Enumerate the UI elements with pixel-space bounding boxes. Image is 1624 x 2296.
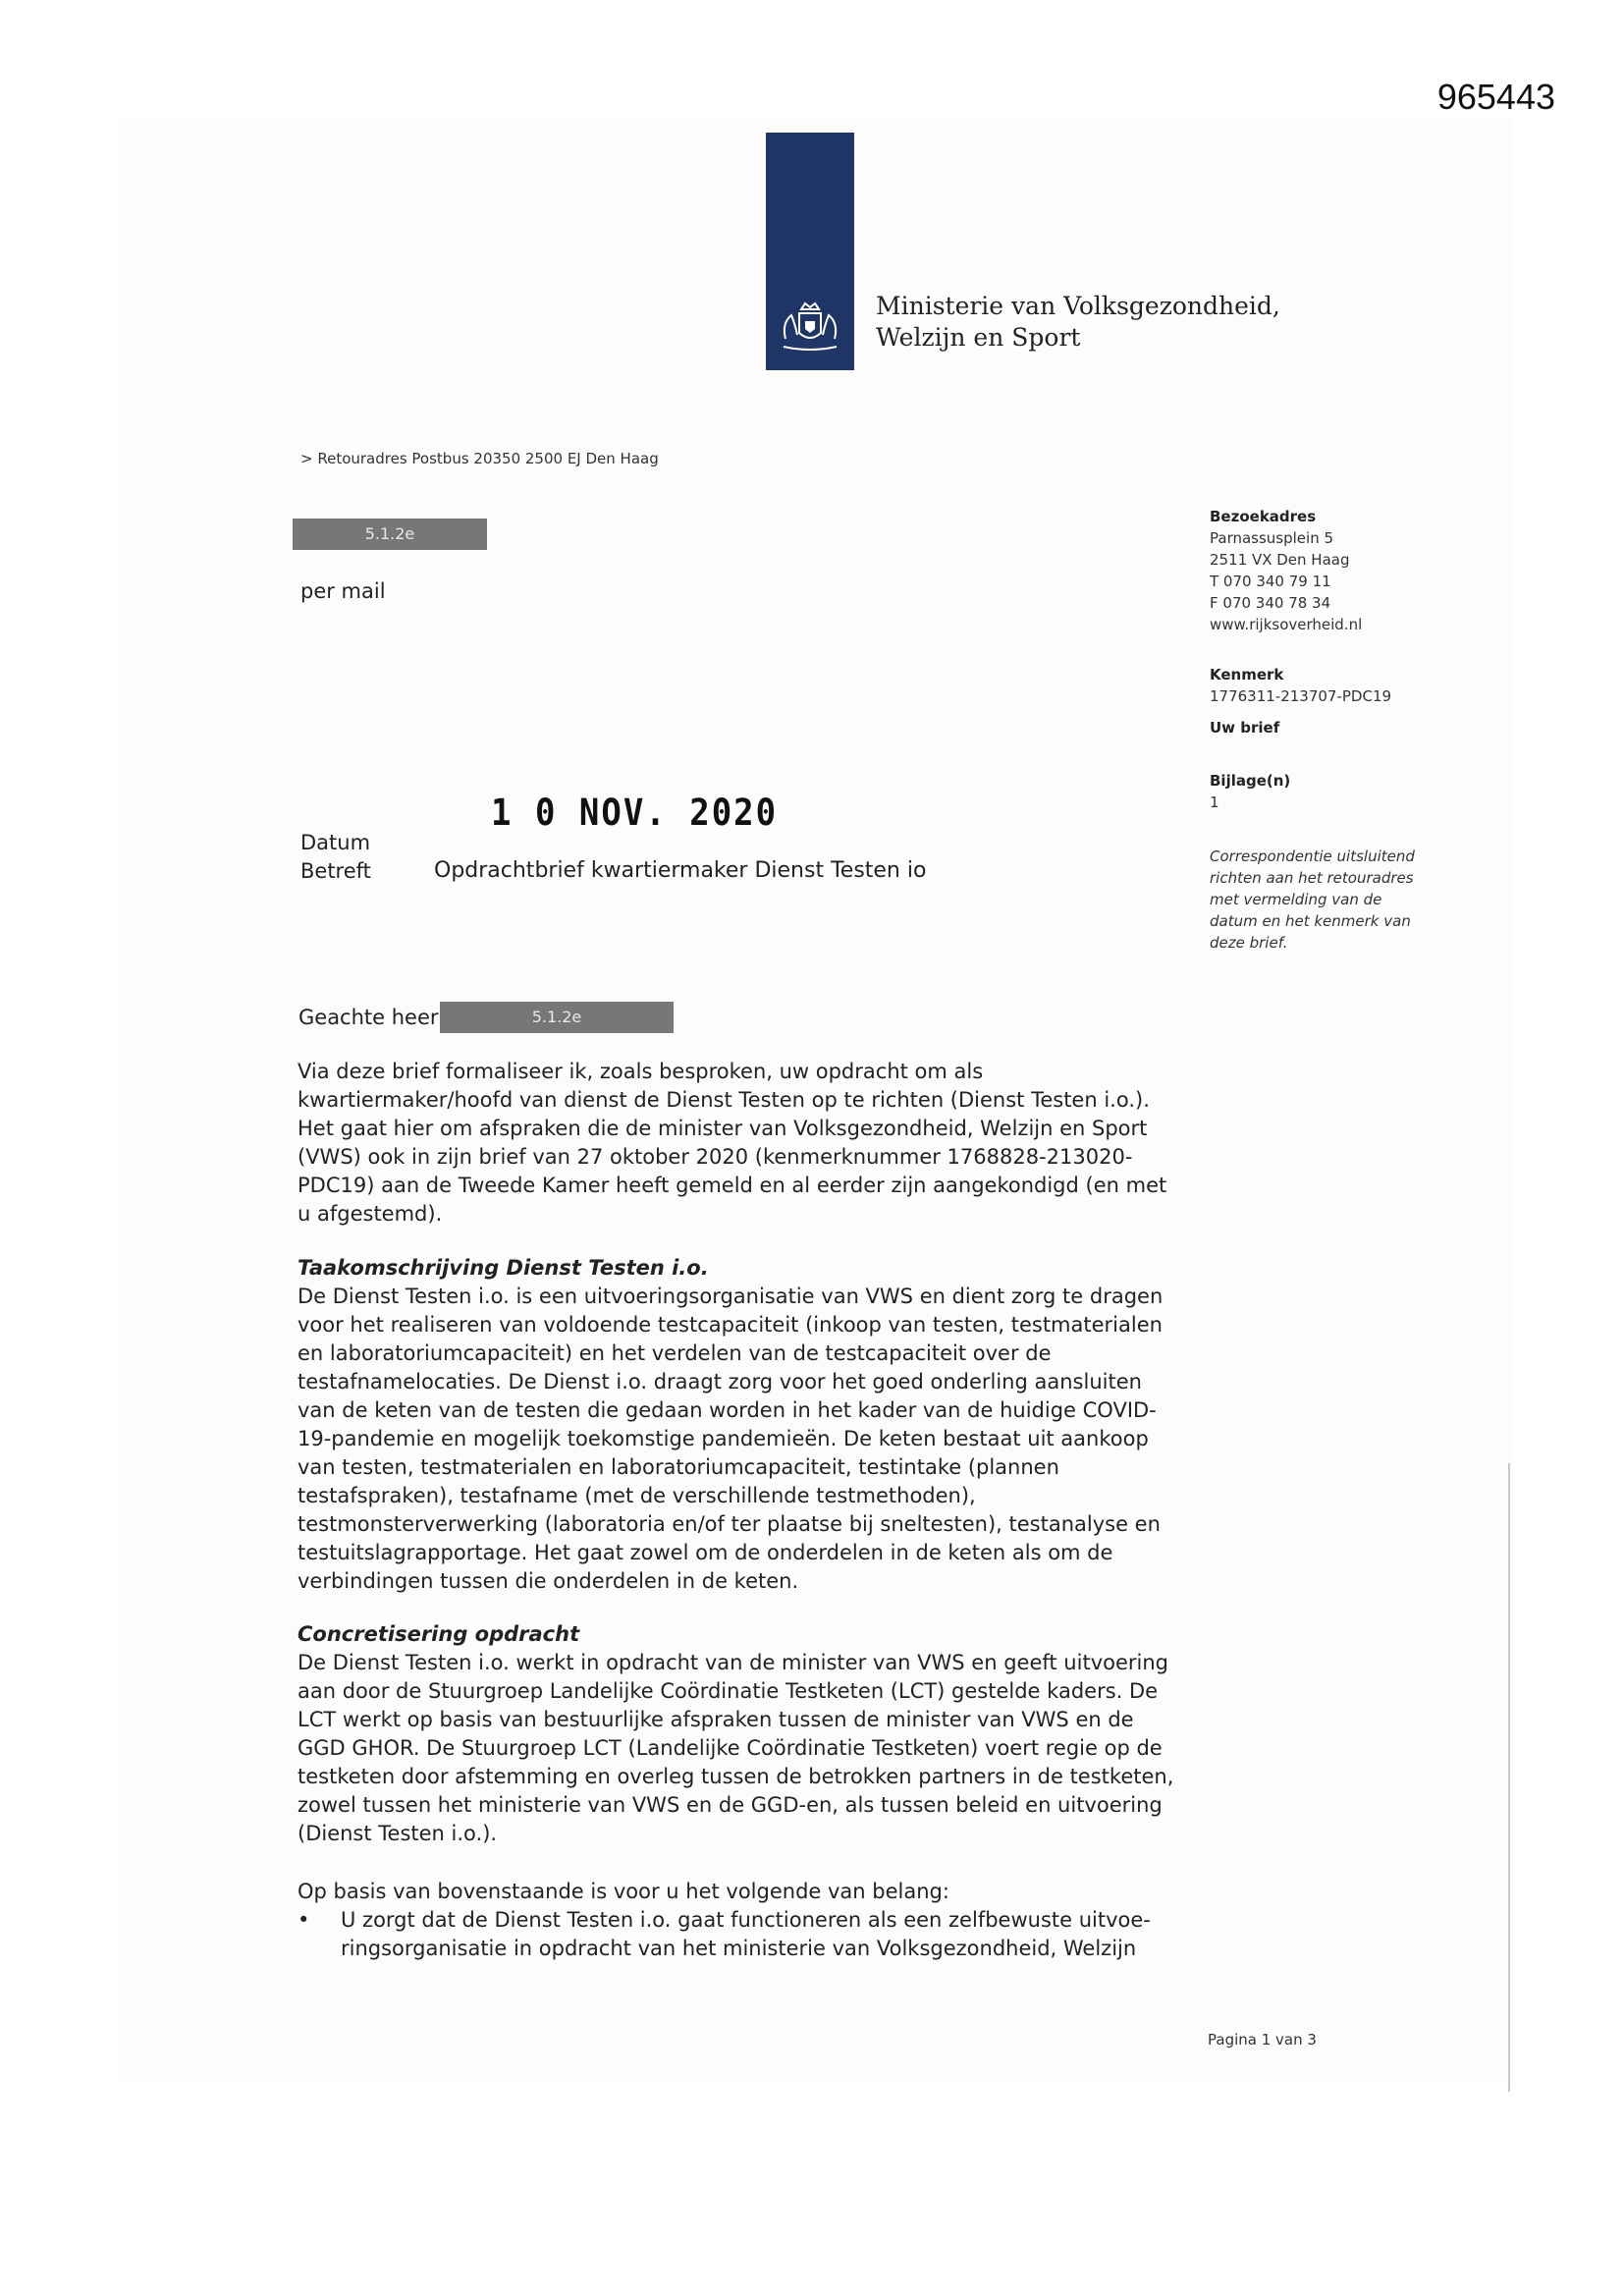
section-heading: Taakomschrijving Dienst Testen i.o. xyxy=(298,1256,709,1280)
visit-address-heading: Bezoekadres xyxy=(1210,508,1317,525)
ministry-name xyxy=(876,291,1280,354)
attachments-value: 1 xyxy=(1210,793,1219,811)
reference-value: 1776311-213707-PDC19 xyxy=(1210,687,1392,705)
note-line: deze brief. xyxy=(1210,934,1288,952)
royal-coat-of-arms-icon xyxy=(778,300,842,356)
visit-line: 2511 VX Den Haag xyxy=(1210,551,1350,569)
visit-line: F 070 340 78 34 xyxy=(1210,594,1331,612)
page-number: Pagina 1 van 3 xyxy=(1208,2031,1317,2049)
subject-label: Betreft xyxy=(300,859,371,883)
salutation-redaction: 5.1.2e xyxy=(440,1002,674,1033)
recipient-redaction: 5.1.2e xyxy=(293,519,487,550)
correspondence-note xyxy=(1210,846,1415,954)
attachments-block xyxy=(1210,770,1290,813)
date-label: Datum xyxy=(300,831,371,854)
your-letter-heading: Uw brief xyxy=(1210,719,1280,737)
note-line: Correspondentie uitsluitend xyxy=(1210,847,1415,865)
section-heading: Concretisering opdracht xyxy=(298,1622,580,1646)
your-letter-block xyxy=(1210,717,1279,738)
return-address: > Retouradres Postbus 20350 2500 EJ Den Haag xyxy=(300,450,659,467)
intro-text: Via deze brief formaliseer ik, zoals besproken, uw opdracht om als kwartiermaker/hoofd van dienst de Dienst Testen op te richten (Dienst Testen i.o.). Het gaat hier om afspraken die de minister van Volksgezondheid, Welzijn en Sport (VWS) ook in zijn brief van 27 oktober 2020 (kenmerknummer 1768828-213020-PDC19) aan de Tweede Kamer heeft gemeld en al eerder zijn aangekondigd (en met u afgestemd). xyxy=(298,1060,1167,1226)
section-text: De Dienst Testen i.o. werkt in opdracht van de minister van VWS en geeft uitvoering aan door de Stuurgroep Landelijke Coördinatie Testketen (LCT) gestelde kaders. De LCT werkt op basis van bestuurlijke afspraken tussen de minister van VWS en de GGD GHOR. De Stuurgroep LCT (Landelijke Coördinatie Testketen) voert regie op de testketen door afstemming en overleg tussen de betrokken partners in de testketen, zowel tussen het ministerie van VWS en de GGD-en, als tussen beleid en uitvoering (Dienst Testen i.o.). xyxy=(298,1651,1174,1845)
date-stamp: 1 0 NOV. 2020 xyxy=(491,792,779,835)
reference-heading: Kenmerk xyxy=(1210,666,1284,683)
basis-text: Op basis van bovenstaande is voor u het volgende van belang: xyxy=(298,1880,949,1903)
basis-section xyxy=(298,1878,1181,1963)
salutation: Geachte heer xyxy=(298,1006,439,1029)
document-number: 965443 xyxy=(1436,77,1555,117)
ministry-name-line1: Ministerie van Volksgezondheid, xyxy=(876,292,1280,320)
assignment-section xyxy=(298,1620,1181,1848)
note-line: richten aan het retouradres xyxy=(1210,869,1414,887)
ministry-name-line2: Welzijn en Sport xyxy=(876,323,1081,352)
visit-line: Parnassusplein 5 xyxy=(1210,529,1334,547)
note-line: met vermelding van de xyxy=(1210,891,1382,908)
visit-address-block xyxy=(1210,506,1362,635)
scan-edge-line xyxy=(1508,1463,1510,2092)
task-description-section xyxy=(298,1254,1181,1596)
attachments-heading: Bijlage(n) xyxy=(1210,772,1291,790)
note-line: datum en het kenmerk van xyxy=(1210,912,1411,930)
section-text: De Dienst Testen i.o. is een uitvoeringsorganisatie van VWS en dient zorg te dragen voor het realiseren van voldoende testcapaciteit (inkoop van testen, testmaterialen en laboratoriumcapaciteit) en het verdelen van de testcapaciteit over de testafnamelocaties. De Dienst i.o. draagt zorg voor het goed onderling aansluiten van de keten van de testen die gedaan worden in het kader van de huidige COVID-19-pandemie en mogelijk toekomstige pandemieën. De keten bestaat uit aankoop van testen, testmaterialen en laboratoriumcapaciteit, testintake (plannen testafspraken), testafname (met de verschillende testmethoden), testmonsterverwerking (laboratoria en/of ter plaatse bij sneltesten), testanalyse en testuitslagrapportage. Het gaat zowel om de onderdelen in de keten als om de verbindingen tussen die onderdelen in de keten. xyxy=(298,1285,1164,1593)
ministry-logo-bar xyxy=(766,133,854,370)
delivery-method: per mail xyxy=(300,579,386,603)
reference-block xyxy=(1210,664,1391,707)
bullet-item: • U zorgt dat de Dienst Testen i.o. gaat functioneren als een zelfbewuste uitvoe-ringsorganisatie in opdracht van het ministerie van Volksgezondheid, Welzijn xyxy=(298,1906,1181,1963)
intro-paragraph xyxy=(298,1058,1181,1229)
subject-value: Opdrachtbrief kwartiermaker Dienst Testen io xyxy=(434,858,927,883)
visit-line: www.rijksoverheid.nl xyxy=(1210,616,1363,633)
visit-line: T 070 340 79 11 xyxy=(1210,573,1331,590)
